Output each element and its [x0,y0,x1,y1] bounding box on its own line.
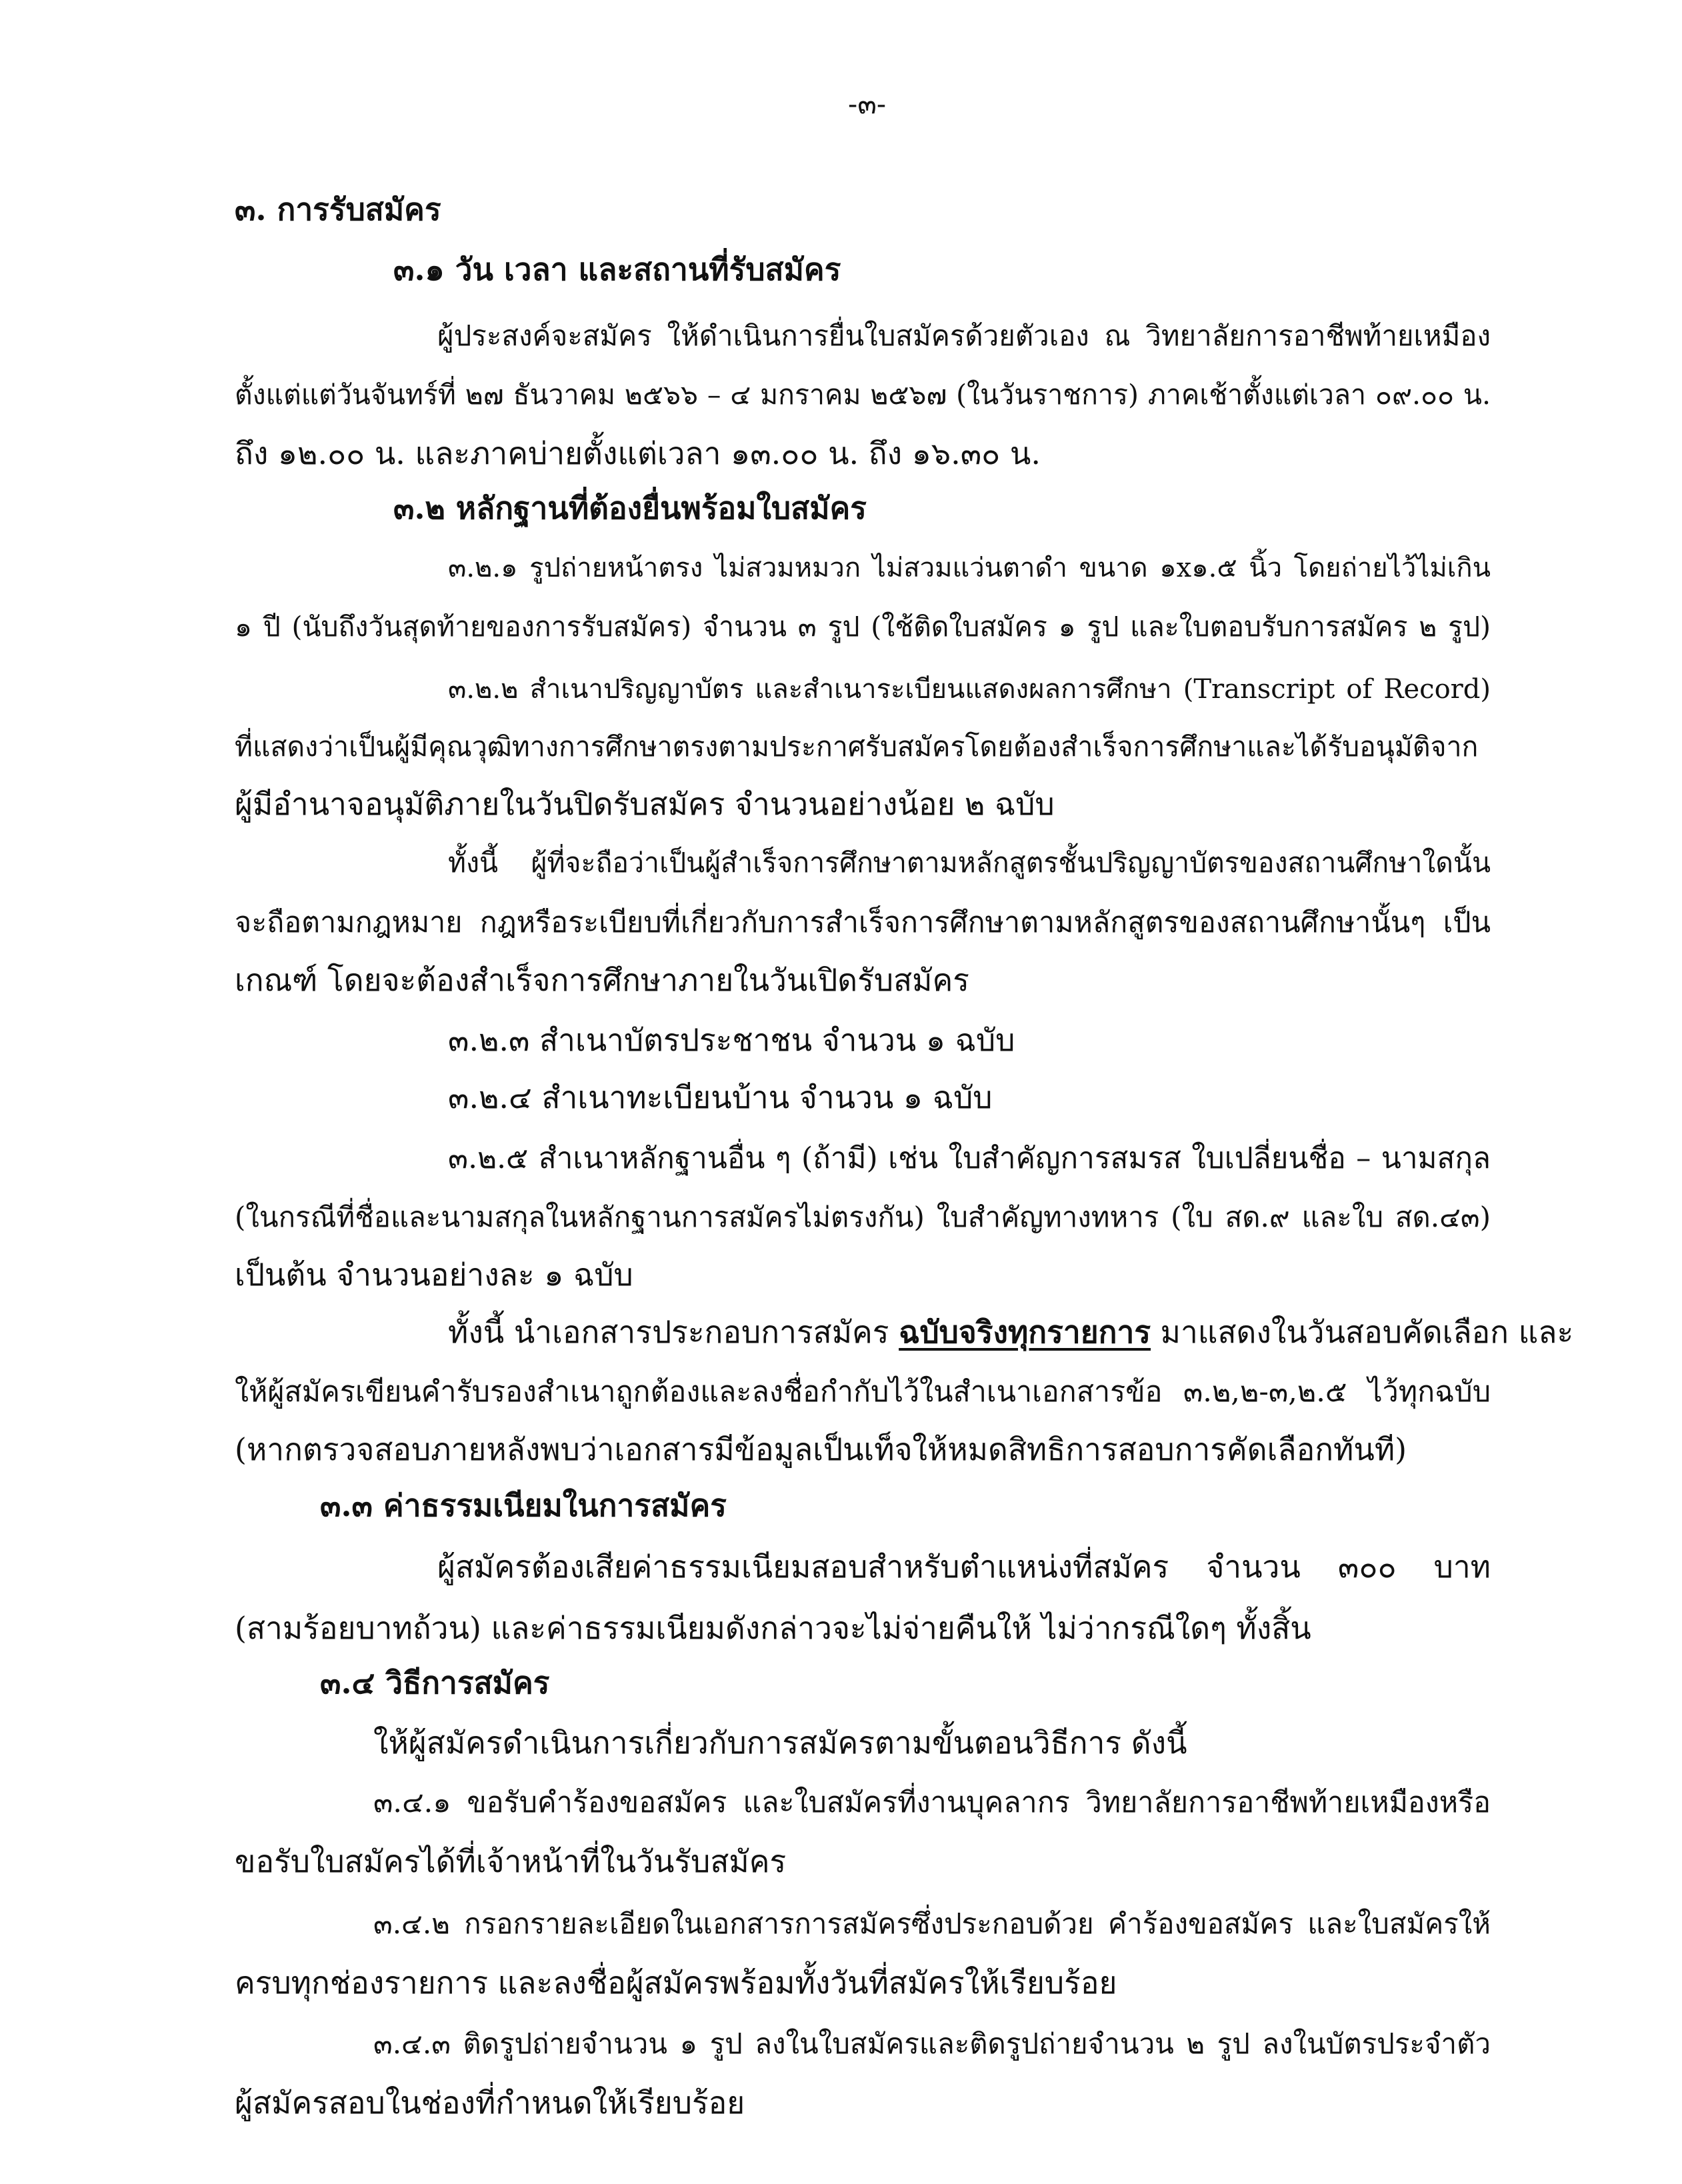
item-3-4-1-line: ๓.๔.๑ ขอรับคำร้องขอสมัคร และใบสมัครที่งานบุคลากร วิทยาลัยการอาชีพท้ายเหมืองหรือ [373,1786,1491,1819]
subsection-heading-3-4: ๓.๔ วิธีการสมัคร [320,1665,550,1701]
paragraph-line: ตั้งแต่แต่วันจันทร์ที่ ๒๗ ธันวาคม ๒๕๖๖ – ๔ มกราคม ๒๕๖๗ (ในวันราชการ) ภาคเช้าตั้งแต่เวลา ๐๙.๐๐ น. [235,379,1491,411]
item-3-4-1-line: ขอรับใบสมัครได้ที่เจ้าหน้าที่ในวันรับสมัคร [235,1843,787,1879]
note2-emphasis: ฉบับจริงทุกรายการ [899,1314,1151,1350]
subsection-heading-3-3: ๓.๓ ค่าธรรมเนียมในการสมัคร [320,1487,727,1523]
item-3-2-2-line: ผู้มีอำนาจอนุมัติภายในวันปิดรับสมัคร จำนวนอย่างน้อย ๒ ฉบับ [235,786,1055,822]
item-3-2-1-line: ๑ ปี (นับถึงวันสุดท้ายของการรับสมัคร) จำนวน ๓ รูป (ใช้ติดใบสมัคร ๑ รูป และใบตอบรับการสมัคร ๒ รูป) [235,611,1491,643]
note2-pre: ทั้งนี้ นำเอกสารประกอบการสมัคร [448,1314,899,1350]
item-3-2-2-line: ที่แสดงว่าเป็นผู้มีคุณวุฒิทางการศึกษาตรงตามประกาศรับสมัครโดยต้องสำเร็จการศึกษาและได้รับอนุมัติจาก [235,731,1479,763]
item-3-4-2-line: ครบทุกช่องรายการ และลงชื่อผู้สมัครพร้อมทั้งวันที่สมัครให้เรียบร้อย [235,1965,1117,2001]
note2-line: (หากตรวจสอบภายหลังพบว่าเอกสารมีข้อมูลเป็นเท็จให้หมดสิทธิการสอบการคัดเลือกทันที) [235,1431,1407,1467]
item-3-2-5-line: ๓.๒.๕ สำเนาหลักฐานอื่น ๆ (ถ้ามี) เช่น ใบสำคัญการสมรส ใบเปลี่ยนชื่อ – นามสกุล [448,1141,1491,1175]
item-3-2-5-line: (ในกรณีที่ชื่อและนามสกุลในหลักฐานการสมัครไม่ตรงกัน) ใบสำคัญทางทหาร (ใบ สด.๙ และใบ สด.๔๓) [235,1201,1491,1233]
item-3-4-2-line: ๓.๔.๒ กรอกรายละเอียดในเอกสารการสมัครซึ่งประกอบด้วย คำร้องขอสมัคร และใบสมัครให้ [373,1907,1491,1940]
item-3-2-1-line: ๓.๒.๑ รูปถ่ายหน้าตรง ไม่สวมหมวก ไม่สวมแว่นตาดำ ขนาด ๑x๑.๕ นิ้ว โดยถ่ายไว้ไม่เกิน [448,553,1491,583]
item-3-2-4: ๓.๒.๔ สำเนาทะเบียนบ้าน จำนวน ๑ ฉบับ [448,1079,993,1115]
note2-line: ให้ผู้สมัครเขียนคำรับรองสำเนาถูกต้องและลงชื่อกำกับไว้ในสำเนาเอกสารข้อ ๓.๒,๒-๓,๒.๕ ไว้ทุกฉบับ [235,1375,1491,1409]
item-3-2-3: ๓.๒.๓ สำเนาบัตรประชาชน จำนวน ๑ ฉบับ [448,1022,1015,1058]
subsection-heading-3-2: ๓.๒ หลักฐานที่ต้องยื่นพร้อมใบสมัคร [393,490,867,526]
method-intro: ให้ผู้สมัครดำเนินการเกี่ยวกับการสมัครตามขั้นตอนวิธีการ ดังนี้ [373,1725,1187,1761]
subsection-heading-3-1: ๓.๑ วัน เวลา และสถานที่รับสมัคร [393,251,841,287]
paragraph-line: ผู้ประสงค์จะสมัคร ให้ดำเนินการยื่นใบสมัครด้วยตัวเอง ณ วิทยาลัยการอาชีพท้ายเหมือง [437,319,1491,352]
note-line: จะถือตามกฎหมาย กฎหรือระเบียบที่เกี่ยวกับการสำเร็จการศึกษาตามหลักสูตรของสถานศึกษานั้นๆ เป็น [235,906,1491,939]
item-3-4-3-line: ผู้สมัครสอบในช่องที่กำหนดให้เรียบร้อย [235,2085,745,2121]
note-line: ทั้งนี้ ผู้ที่จะถือว่าเป็นผู้สำเร็จการศึกษาตามหลักสูตรชั้นปริญญาบัตรของสถานศึกษาใดนั้น [448,847,1491,879]
note2-first-line [448,1312,1573,1352]
note-line: เกณฑ์ โดยจะต้องสำเร็จการศึกษาภายในวันเปิดรับสมัคร [235,962,969,998]
fee-line: (สามร้อยบาทถ้วน) และค่าธรรมเนียมดังกล่าวจะไม่จ่ายคืนให้ ไม่ว่ากรณีใดๆ ทั้งสิ้น [235,1610,1311,1646]
fee-line: ผู้สมัครต้องเสียค่าธรรมเนียมสอบสำหรับตำแหน่งที่สมัคร จำนวน ๓๐๐ บาท [437,1549,1491,1585]
note2-post: มาแสดงในวันสอบคัดเลือก และ [1151,1314,1574,1350]
item-3-2-2-line: ๓.๒.๒ สำเนาปริญญาบัตร และสำเนาระเบียนแสดงผลการศึกษา (Transcript of Record) [448,674,1491,705]
item-3-2-5-line: เป็นต้น จำนวนอย่างละ ๑ ฉบับ [235,1257,633,1293]
section-title: ๓. การรับสมัคร [235,191,441,227]
paragraph-line: ถึง ๑๒.๐๐ น. และภาคบ่ายตั้งแต่เวลา ๑๓.๐๐ น. ถึง ๑๖.๓๐ น. [235,435,1041,471]
page-number: -๓- [848,87,887,120]
item-3-4-3-line: ๓.๔.๓ ติดรูปถ่ายจำนวน ๑ รูป ลงในใบสมัครและติดรูปถ่ายจำนวน ๒ รูป ลงในบัตรประจำตัว [373,2027,1491,2060]
